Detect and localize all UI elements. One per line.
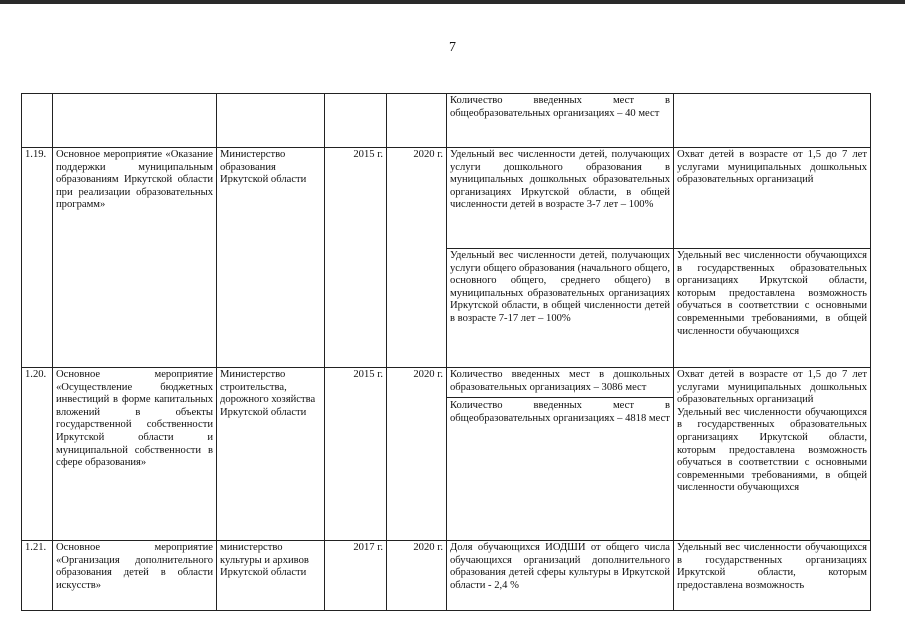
executor: Министерство образования Иркутской области — [217, 148, 325, 368]
table-row — [22, 148, 871, 249]
link-cell — [674, 368, 871, 541]
indicator-text: Количество введенных мест в общеобразовательных организациях – 4818 мест — [447, 397, 673, 425]
activity-name: Основное мероприятие «Организация дополнительного образования детей в области искусств» — [53, 541, 217, 611]
end-year: 2020 г. — [387, 148, 447, 368]
cell-empty — [53, 94, 217, 148]
program-activities-table — [21, 93, 871, 611]
indicator-cell — [447, 368, 674, 541]
indicator-text: Количество введенных мест в дошкольных образовательных организациях – 3086 мест — [450, 369, 670, 393]
table-row — [22, 541, 871, 611]
row-number: 1.19. — [22, 148, 53, 368]
indicator-cell: Удельный вес численности детей, получающих услуги дошкольного образования в муниципальных дошкольных образовательных организациях Иркутской области, в общей численности детей в возрасте 3-7 лет – 100% — [447, 148, 674, 249]
executor: министерство культуры и архивов Иркутской области — [217, 541, 325, 611]
indicator-cell: Количество введенных мест в общеобразовательных организациях – 40 мест — [447, 94, 674, 148]
link-cell: Охват детей в возрасте от 1,5 до 7 лет услугами муниципальных дошкольных образовательных организаций — [674, 148, 871, 249]
row-number: 1.20. — [22, 368, 53, 541]
start-year: 2015 г. — [325, 148, 387, 368]
start-year: 2015 г. — [325, 368, 387, 541]
activity-name: Основное мероприятие «Осуществление бюджетных инвестиций в форме капитальных вложений в объекты государственной собственности Иркутской области и муниципальной собственности в сфере образования» — [53, 368, 217, 541]
link-text: Охват детей в возрасте от 1,5 до 7 лет услугами муниципальных дошкольных образовательных организаций — [677, 369, 867, 406]
cell-empty — [217, 94, 325, 148]
table-row — [22, 368, 871, 541]
end-year: 2020 г. — [387, 541, 447, 611]
executor: Министерство строительства, дорожного хозяйства Иркутской области — [217, 368, 325, 541]
cell-empty — [325, 94, 387, 148]
indicator-cell: Удельный вес численности детей, получающих услуги общего образования (начального общего, основного общего, среднего общего) в муниципальных образовательных организациях Иркутской области, в общей численности детей в возрасте 7-17 лет – 100% — [447, 249, 674, 368]
page-top-border — [0, 0, 905, 4]
activity-name: Основное мероприятие «Оказание поддержки муниципальным образованиям Иркутской области при реализации образовательных программ» — [53, 148, 217, 368]
link-text: Удельный вес численности обучающихся в государственных образовательных организациях Иркутской области, которым предоставлена возможность обучаться в соответствии с основными современными требованиями, в общей численности обучающихся — [677, 406, 867, 494]
end-year: 2020 г. — [387, 368, 447, 541]
indicator-cell: Доля обучающихся ИОДШИ от общего числа обучающихся организаций дополнительного образования детей сферы культуры в Иркутской области - 2,4 % — [447, 541, 674, 611]
cell-empty — [22, 94, 53, 148]
start-year: 2017 г. — [325, 541, 387, 611]
page-number: 7 — [449, 40, 456, 55]
link-cell: Удельный вес численности обучающихся в государственных организациях Иркутской области, которым предоставлена возможность — [674, 541, 871, 611]
link-cell: Удельный вес численности обучающихся в государственных образовательных организациях Иркутской области, которым предоставлена возможность обучаться в соответствии с основными современными требованиями, в общей численности обучающихся — [674, 249, 871, 368]
table-row-carry — [22, 94, 871, 148]
cell-empty — [674, 94, 871, 148]
row-number: 1.21. — [22, 541, 53, 611]
cell-empty — [387, 94, 447, 148]
